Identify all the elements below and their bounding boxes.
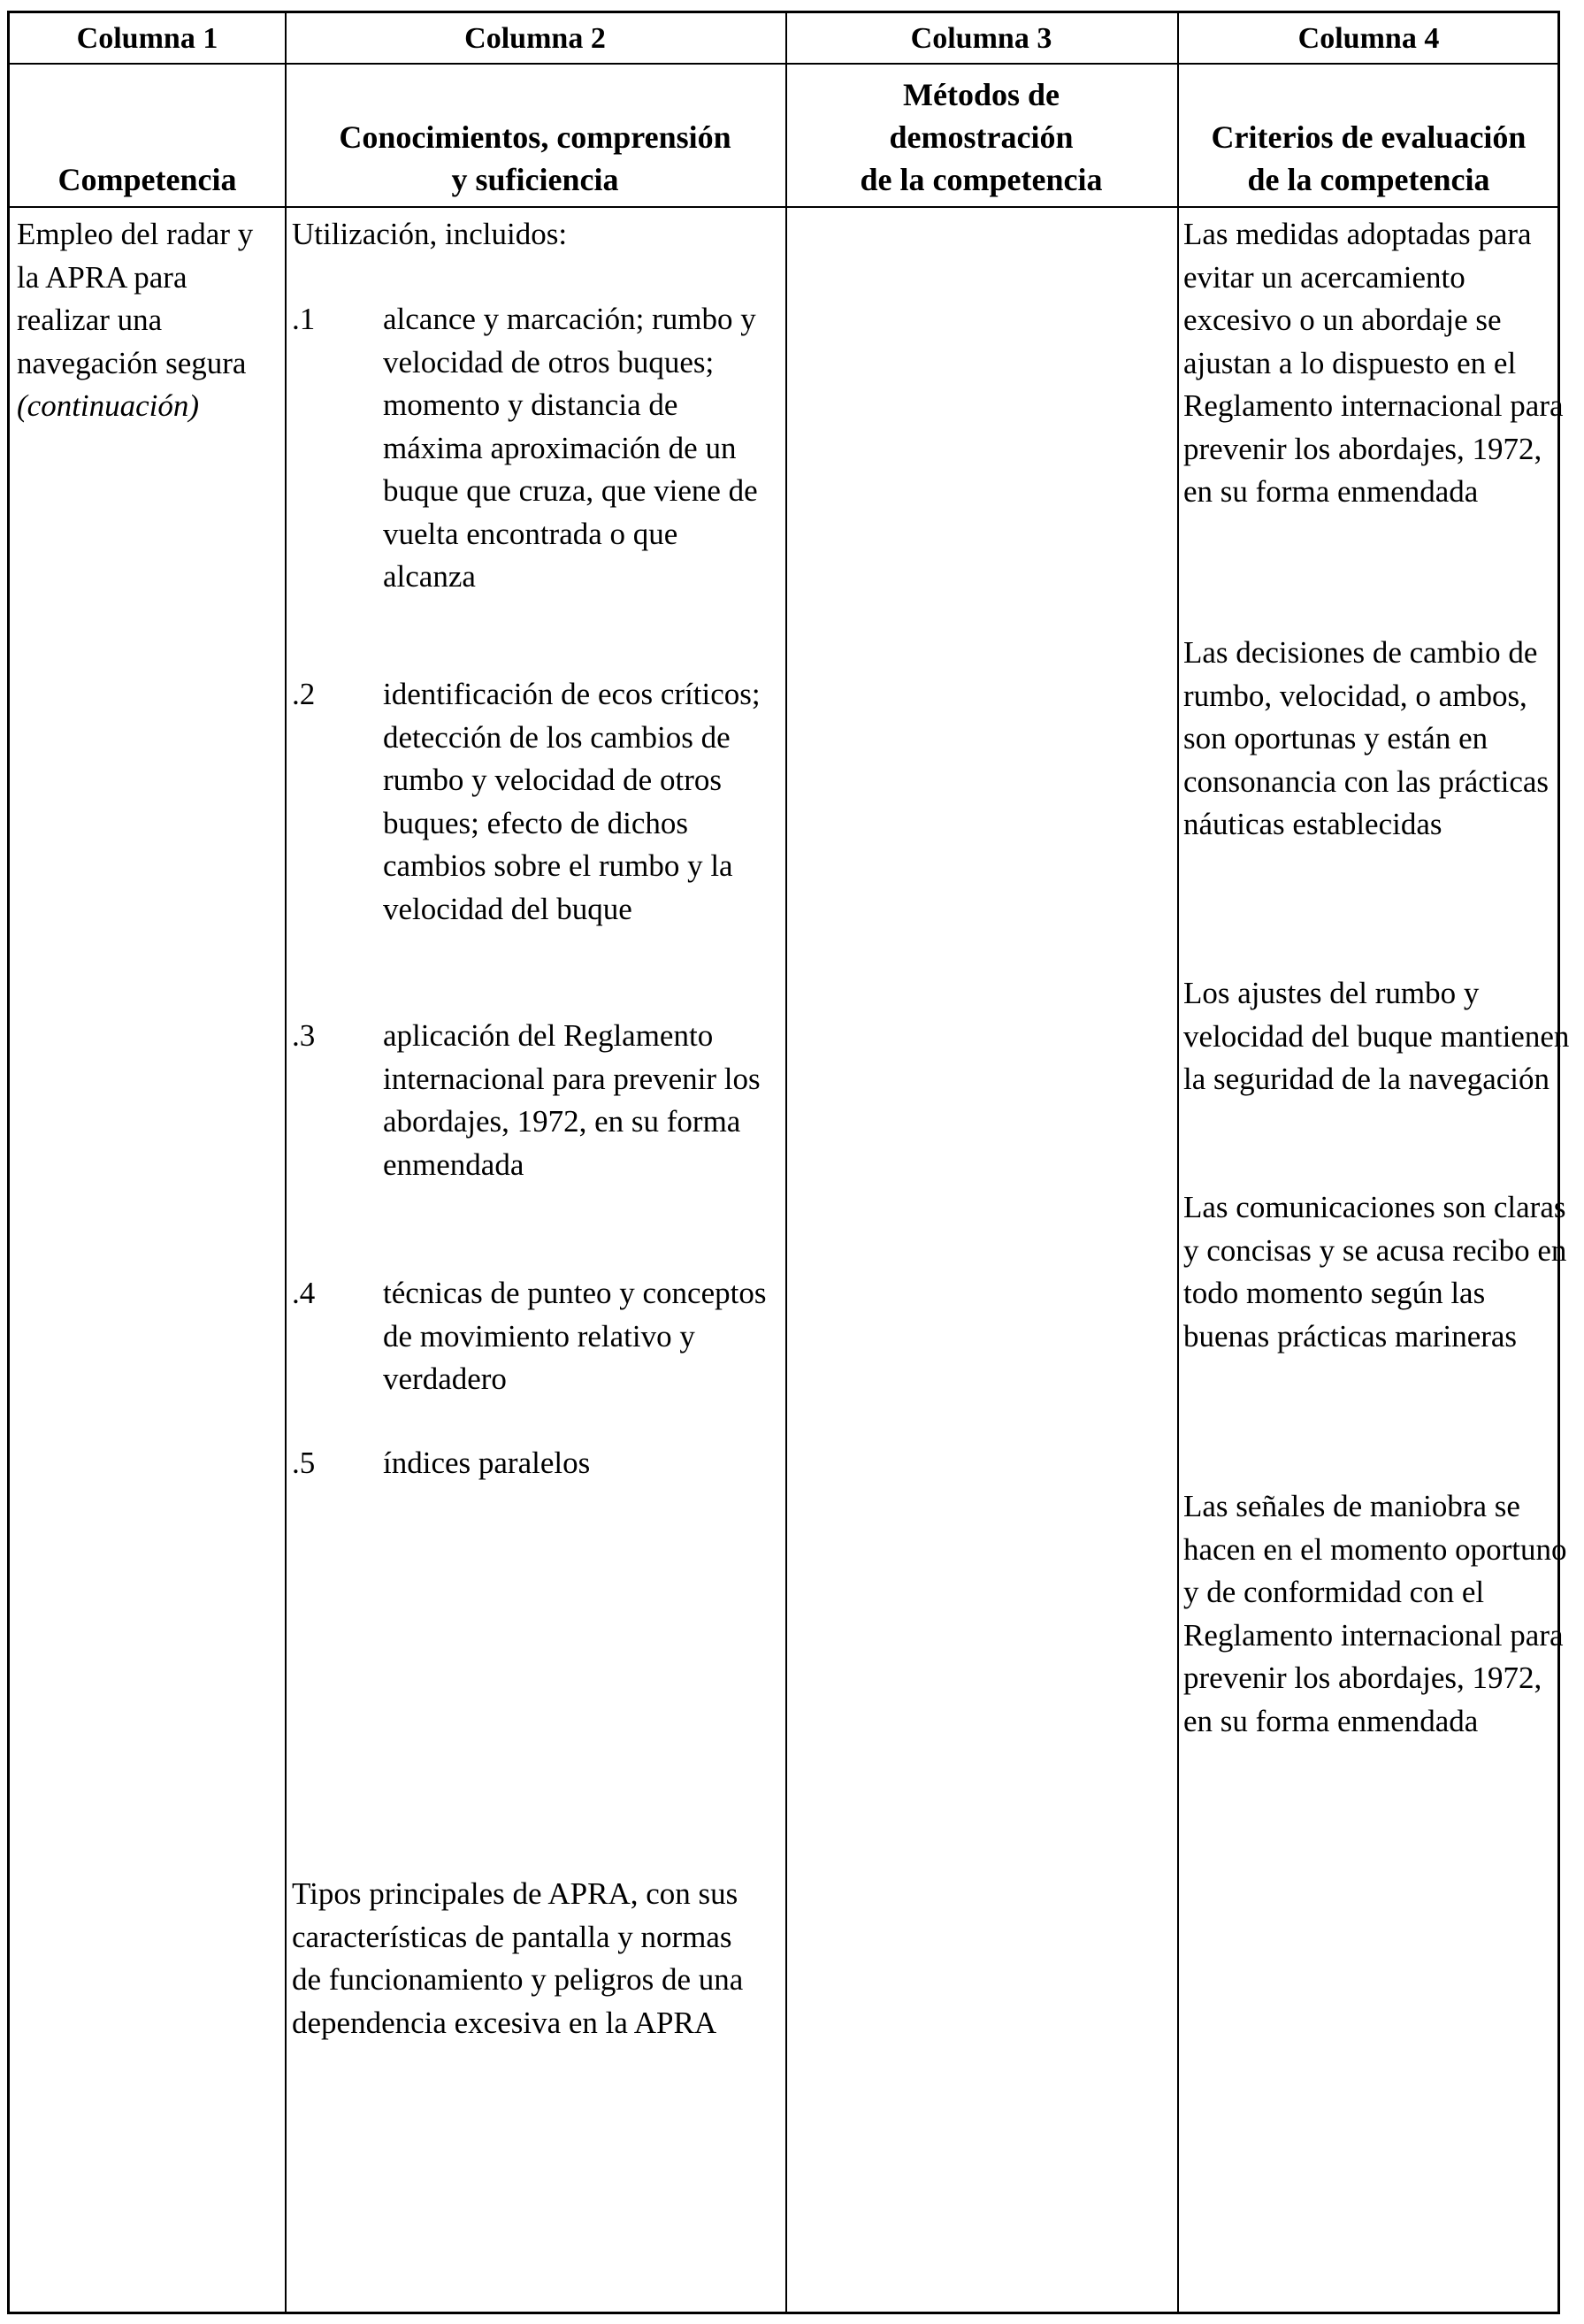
knowledge-item (292, 298, 769, 599)
item-number: .5 (292, 1446, 316, 1480)
column-1-header: Columna 1 (76, 22, 218, 55)
column-3-header: Columna 3 (910, 22, 1052, 55)
metodos-heading-line1: Métodos de (903, 77, 1060, 112)
conocimientos-heading-line2: y suficiencia (451, 162, 619, 197)
criterios-cell (1177, 13, 1570, 2312)
item-text: índices paralelos (383, 1446, 591, 1480)
item-number: .4 (292, 1276, 316, 1310)
competencia-cell (17, 213, 282, 428)
criterion-item: Las decisiones de cambio de rumbo, velocidad, o ambos, son oportunas y están en consonancia con las prácticas náuticas establecidas (1183, 635, 1550, 841)
metodos-heading (785, 77, 1177, 201)
utilizacion-intro: Utilización, incluidos: (292, 217, 568, 251)
column-4-header: Columna 4 (1297, 22, 1440, 55)
item-number: .3 (292, 1018, 316, 1053)
knowledge-item (292, 673, 769, 931)
item-number: .2 (292, 677, 316, 711)
competencia-heading-text: Competencia (57, 162, 237, 197)
knowledge-item (292, 1015, 769, 1186)
knowledge-item (292, 1272, 769, 1401)
item-number: .1 (292, 302, 316, 336)
continuation-label: (continuación) (17, 388, 200, 423)
column-2-header: Columna 2 (464, 22, 606, 55)
criterion-item: Las comunicaciones son claras y concisas y se acusa recibo en todo momento según las buenas prácticas marineras (1183, 1190, 1567, 1354)
item-text: aplicación del Reglamento internacional para prevenir los abordajes, 1972, en su forma enmendada (383, 1018, 761, 1182)
metodos-heading-line3: de la competencia (860, 162, 1103, 197)
metodos-cell (785, 208, 1177, 2313)
criterion-item: Los ajustes del rumbo y velocidad del buque mantienen la seguridad de la navegación (1183, 976, 1570, 1096)
competencia-text: Empleo del radar y la APRA para realizar una navegación segura (17, 217, 254, 380)
criterios-heading-line2: de la competencia (1247, 162, 1490, 197)
item-text: identificación de ecos críticos; detección de los cambios de rumbo y velocidad de otros buques; efecto de dichos cambios sobre el rumbo y la velocidad del buque (383, 677, 761, 926)
criterion-item: Las medidas adoptadas para evitar un acercamiento excesivo o un abordaje se ajustan a lo dispuesto en el Reglamento internacional para prevenir los abordajes, 1972, en su forma enmendada (1183, 217, 1564, 509)
competence-table (7, 11, 1570, 2314)
conocimientos-heading-line1: Conocimientos, comprensión (339, 119, 731, 155)
competencia-heading (10, 77, 285, 201)
item-text: técnicas de punteo y conceptos de movimiento relativo y verdadero (383, 1276, 767, 1396)
criterion-item: Las señales de maniobra se hacen en el momento oportuno y de conformidad con el Reglamento internacional para prevenir los abordajes, 1972, en su forma enmendada (1183, 1489, 1567, 1738)
item-text: alcance y marcación; rumbo y velocidad de otros buques; momento y distancia de máxima aproximación de un buque que cruza, que viene de vuelta encontrada o que alcanza (383, 302, 758, 594)
criterios-heading-line1: Criterios de evaluación (1211, 119, 1527, 155)
knowledge-item (292, 1442, 769, 1485)
apra-types-text: Tipos principales de APRA, con sus características de pantalla y normas de funcionamiento y peligros de una dependencia excesiva en la APRA (292, 1876, 744, 2040)
metodos-heading-line2: demostración (889, 119, 1074, 155)
conocimientos-cell (285, 13, 785, 2312)
